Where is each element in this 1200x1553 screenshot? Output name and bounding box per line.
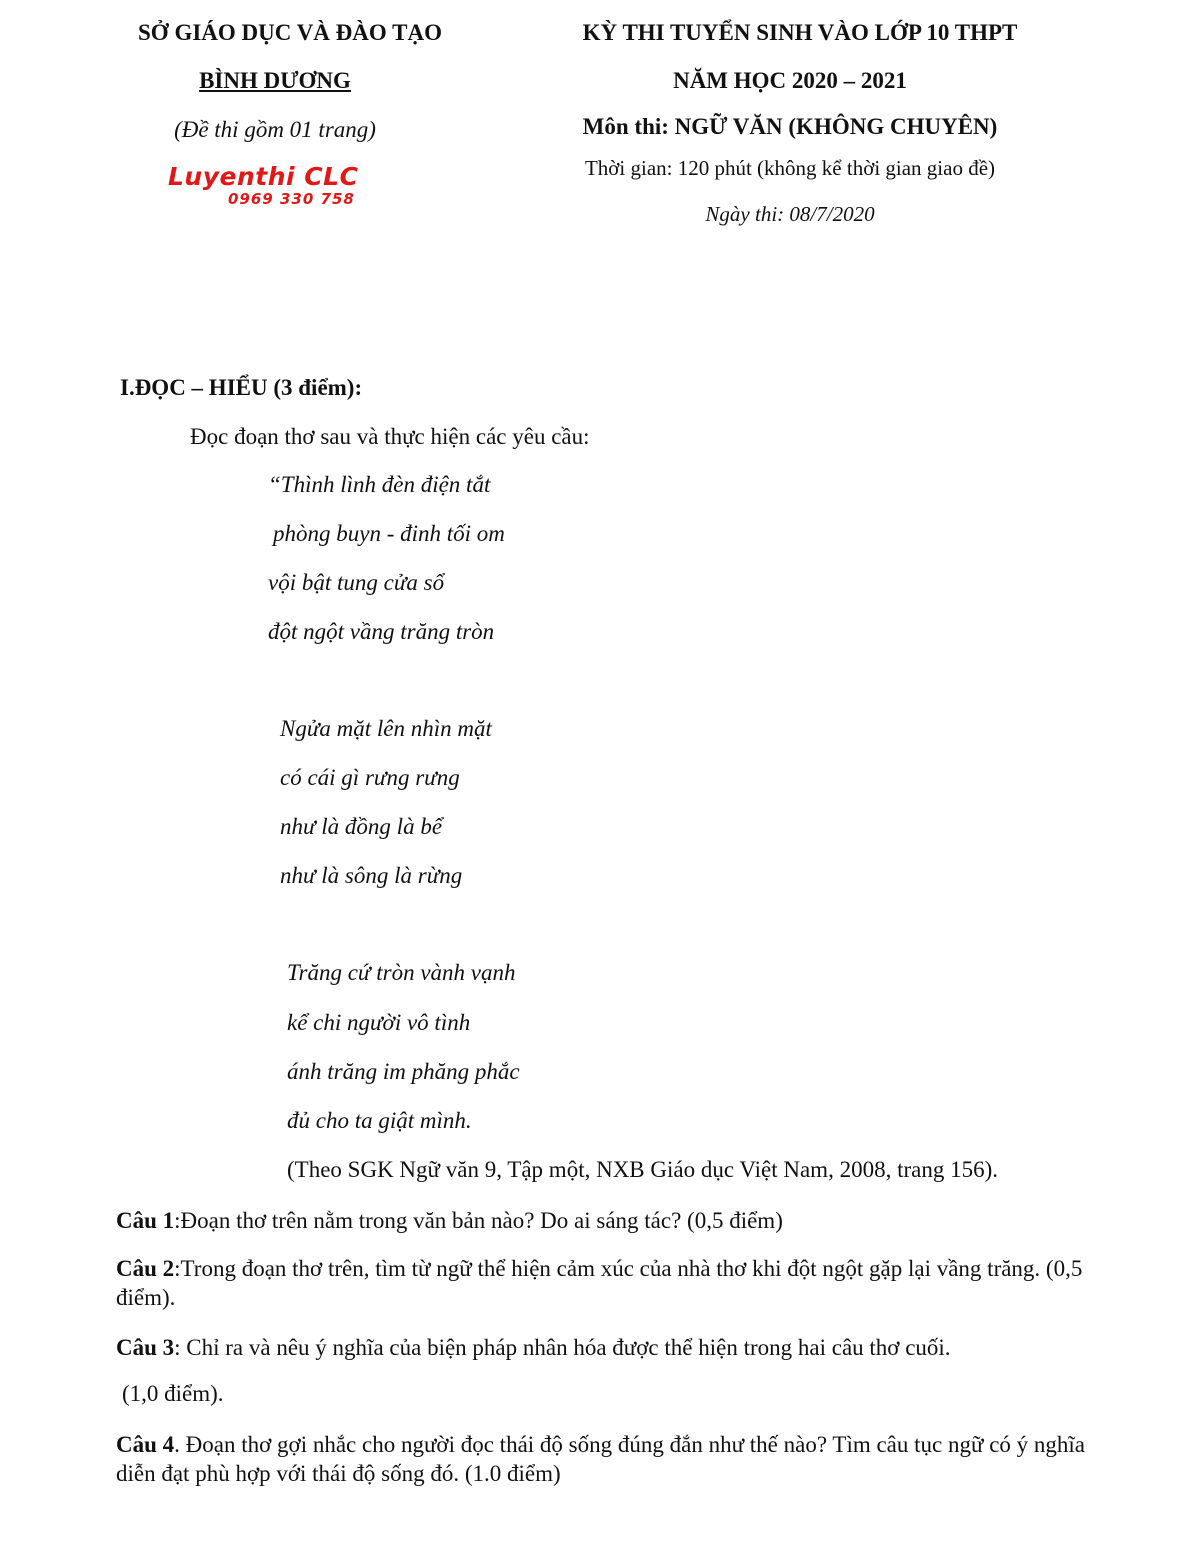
poem-line: như là sông là rừng bbox=[280, 863, 463, 888]
poem-line: “Thình lình đèn điện tắt bbox=[268, 472, 491, 497]
poem-line: ánh trăng im phăng phắc bbox=[287, 1059, 520, 1084]
subject-label: Môn thi: bbox=[582, 114, 669, 139]
logo-name: Luyenthi CLC bbox=[168, 162, 359, 191]
logo-phone: 0969 330 758 bbox=[228, 190, 355, 208]
province-name: BÌNH DƯƠNG bbox=[199, 68, 351, 93]
question-text: : Chỉ ra và nêu ý nghĩa của biện pháp nhân hóa được thể hiện trong hai câu thơ cuối. bbox=[174, 1335, 951, 1360]
poem-line: Trăng cứ tròn vành vạnh bbox=[287, 960, 516, 985]
question-label: Câu 4 bbox=[116, 1432, 175, 1457]
question-1 bbox=[116, 1206, 1091, 1235]
subject-line bbox=[530, 114, 1050, 140]
poem-line: như là đồng là bể bbox=[280, 814, 443, 839]
section-instruction: Đọc đoạn thơ sau và thực hiện các yêu cầu: bbox=[190, 424, 590, 449]
poem-line: Ngửa mặt lên nhìn mặt bbox=[280, 716, 492, 741]
poem-line: đủ cho ta giật mình. bbox=[287, 1108, 472, 1133]
department-name: SỞ GIÁO DỤC VÀ ĐÀO TẠO bbox=[138, 20, 442, 45]
poem-line: có cái gì rưng rưng bbox=[280, 765, 460, 790]
section-title: I.ĐỌC – HIỂU (3 điểm): bbox=[120, 375, 363, 400]
question-text: :Đoạn thơ trên nằm trong văn bản nào? Do ai sáng tác? (0,5 điểm) bbox=[174, 1208, 783, 1233]
school-year: NĂM HỌC 2020 – 2021 bbox=[673, 68, 907, 93]
question-4 bbox=[116, 1430, 1091, 1488]
question-text: . Đoạn thơ gợi nhắc cho người đọc thái độ sống đúng đắn như thế nào? Tìm câu tục ngữ có ý nghĩa diễn đạt phù hợp với thái độ sống đó. (1.0 điểm) bbox=[116, 1432, 1086, 1486]
question-label: Câu 1 bbox=[116, 1208, 175, 1233]
exam-title: KỲ THI TUYỂN SINH VÀO LỚP 10 THPT bbox=[582, 20, 1018, 45]
poem-source: (Theo SGK Ngữ văn 9, Tập một, NXB Giáo dục Việt Nam, 2008, trang 156). bbox=[287, 1157, 998, 1182]
question-2 bbox=[116, 1254, 1091, 1312]
exam-duration: Thời gian: 120 phút (không kể thời gian giao đề) bbox=[584, 156, 996, 180]
question-3-points: (1,0 điểm). bbox=[122, 1381, 224, 1406]
poem-line: phòng buyn - đinh tối om bbox=[273, 521, 505, 546]
subject-value: NGỮ VĂN (KHÔNG CHUYÊN) bbox=[674, 114, 998, 139]
poem-line: kể chi người vô tình bbox=[287, 1010, 471, 1035]
page-count-note: (Đề thi gồm 01 trang) bbox=[174, 117, 376, 142]
question-text: :Trong đoạn thơ trên, tìm từ ngữ thể hiện cảm xúc của nhà thơ khi đột ngột gặp lại vầng trăng. (0,5 điểm). bbox=[116, 1256, 1083, 1310]
question-label: Câu 3 bbox=[116, 1335, 175, 1360]
poem-line: vội bật tung cửa sổ bbox=[268, 570, 445, 595]
poem-line: đột ngột vầng trăng tròn bbox=[268, 619, 495, 644]
question-3 bbox=[116, 1333, 1091, 1362]
exam-date: Ngày thi: 08/7/2020 bbox=[705, 202, 875, 226]
question-label: Câu 2 bbox=[116, 1256, 175, 1281]
